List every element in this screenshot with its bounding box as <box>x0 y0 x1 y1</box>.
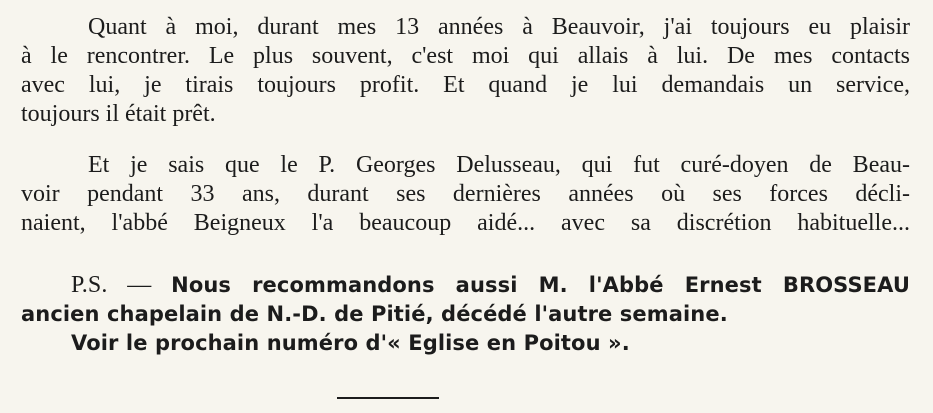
postscript-line-2: ancien chapelain de N.-D. de Pitié, décédé l'autre semaine. <box>21 302 728 326</box>
postscript-line-1 <box>71 271 910 299</box>
paragraph-1-line-4: toujours il était prêt. <box>21 101 216 127</box>
paragraph-2-line-2: voir pendant 33 ans, durant ses dernières années où ses forces décli- <box>21 181 910 207</box>
paragraph-2-line-1: Et je sais que le P. Georges Delusseau, qui fut curé-doyen de Beau- <box>88 152 910 178</box>
paragraph-1-line-3: avec lui, je tirais toujours profit. Et quand je lui demandais un service, <box>21 72 910 98</box>
section-divider <box>337 397 439 399</box>
postscript-line-3: Voir le prochain numéro d'« Eglise en Poitou ». <box>71 331 630 355</box>
postscript-recommendation: Nous recommandons aussi M. l'Abbé Ernest BROSSEAU <box>171 273 910 297</box>
paragraph-2-line-3: naient, l'abbé Beigneux l'a beaucoup aidé... avec sa discrétion habituelle... <box>21 210 910 236</box>
paragraph-1-line-2: à le rencontrer. Le plus souvent, c'est moi qui allais à lui. De mes contacts <box>21 43 910 69</box>
paragraph-1-line-1: Quant à moi, durant mes 13 années à Beauvoir, j'ai toujours eu plaisir <box>88 14 910 40</box>
postscript-prefix: P.S. — <box>71 272 172 298</box>
